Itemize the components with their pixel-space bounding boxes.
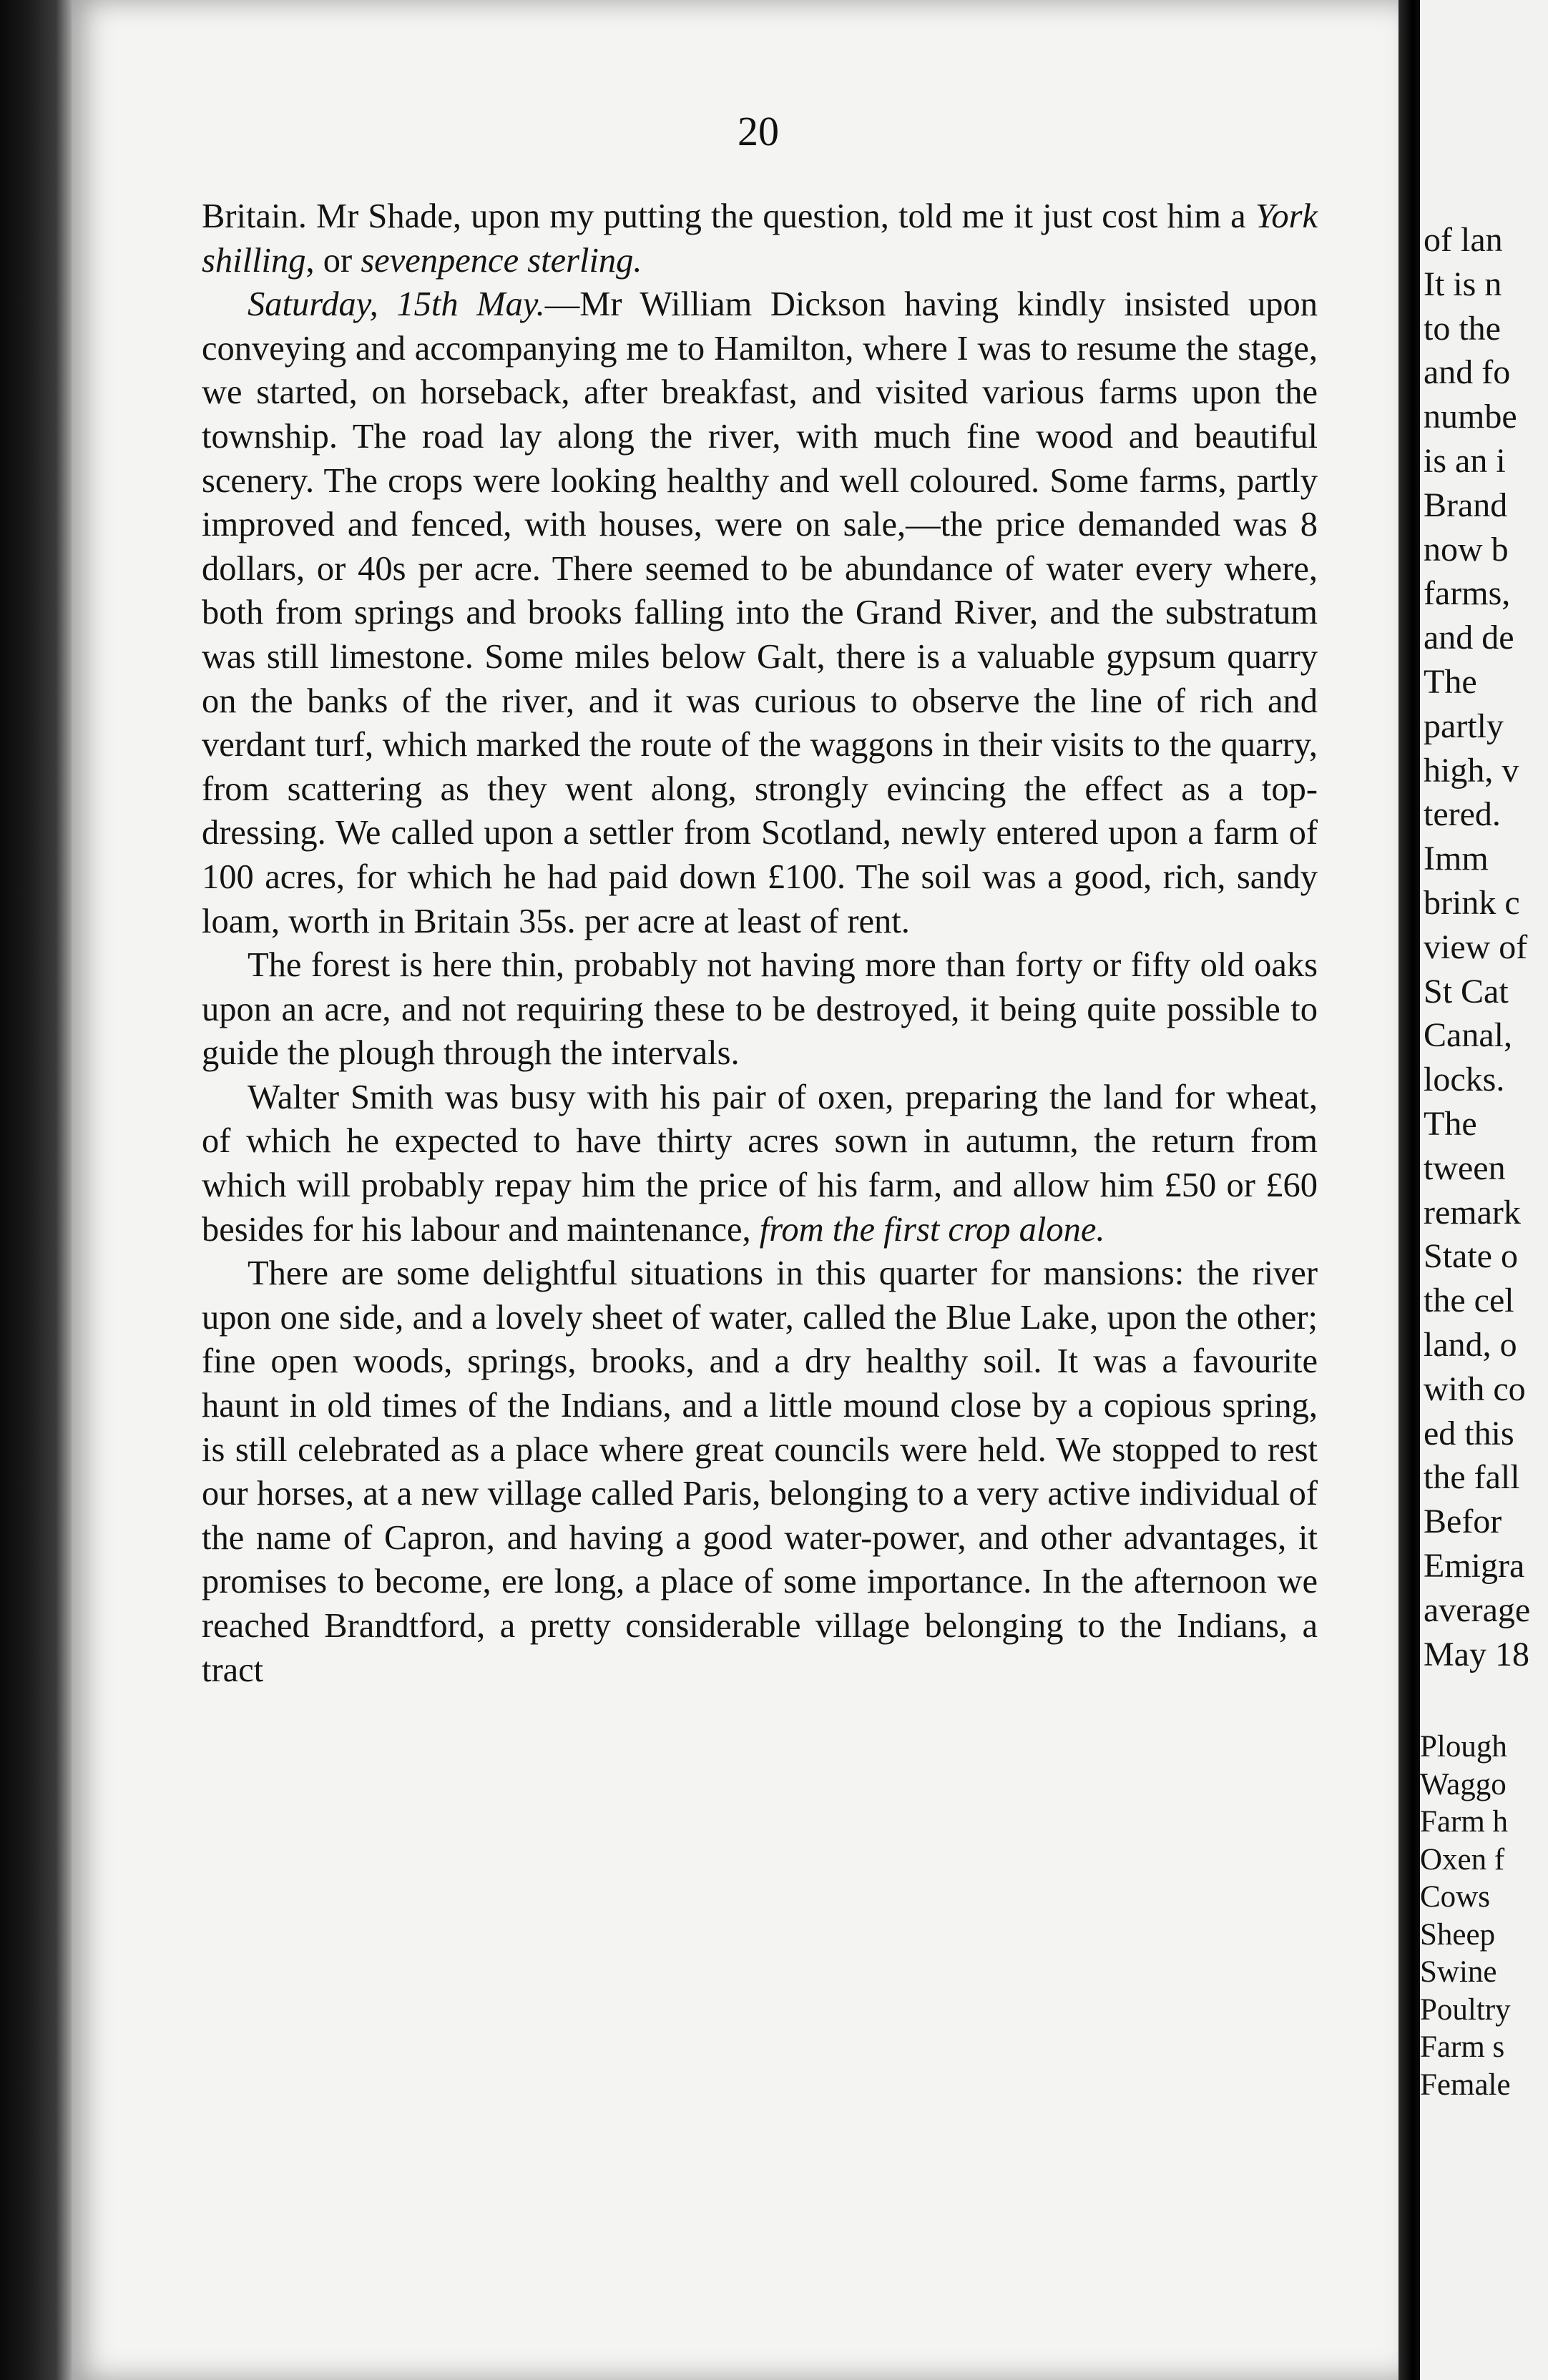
right-page-line: Brand [1424, 486, 1508, 524]
page-number: 20 [738, 108, 779, 154]
italic-text: York shilling [202, 197, 1318, 280]
right-page-line: It is n [1424, 265, 1502, 303]
italic-text: from the first crop alone. [759, 1210, 1105, 1249]
right-page-line: locks. [1424, 1061, 1505, 1099]
paragraph [202, 1252, 1318, 1692]
right-page-table-row: Sheep [1420, 1917, 1496, 1952]
right-page-line: land, o [1424, 1325, 1517, 1364]
right-page-line: State o [1424, 1237, 1518, 1276]
text-run: , or [305, 241, 361, 280]
right-page-table-row: Swine [1420, 1955, 1497, 1989]
right-page-line: the fall [1424, 1458, 1520, 1497]
text-run: Britain. Mr Shade, upon my putting the question, told me it just cost him a [202, 197, 1255, 235]
right-page-line: remark [1424, 1193, 1521, 1231]
paragraph [202, 1076, 1318, 1252]
italic-text: Saturday, 15th May. [248, 285, 545, 324]
right-page-line: view of [1424, 928, 1528, 966]
right-page-line: May 18 [1424, 1635, 1529, 1673]
right-page-line: brink c [1424, 883, 1520, 922]
right-page-line: ed this [1424, 1414, 1514, 1452]
right-page-line: The [1424, 1104, 1477, 1143]
right-page-line: and fo [1424, 353, 1511, 392]
text-run: —Mr William Dickson having kindly insisted upon conveying and accompanying me to Hamilton, where I was to resume the stage, we started, on horseback, after breakfast, and visited various farms upon the township. The road lay along the river, with much fine wood and beautiful scenery. The crops were looking healthy and well coloured. Some farms, partly improved and fenced, with houses, were on sale,—the price demanded was 8 dollars, or 40s per acre. There seemed to be abundance of water every where, both from springs and brooks falling into the Grand River, and the substratum was still limestone. Some miles below Galt, there is a valuable gypsum quarry on the banks of the river, and it was curious to observe the line of rich and verdant turf, which marked the route of the waggons in their visits to the quarry, from scattering as they went along, strongly evincing the effect as a top-dressing. We called upon a settler from Scotland, newly entered upon a farm of 100 acres, for which he had paid down £100. The soil was a good, rich, sandy loam, worth in Britain 35s. per acre at least of rent. [202, 285, 1318, 940]
right-page-line: tered. [1424, 795, 1501, 834]
right-page-table-row: Farm h [1420, 1805, 1509, 1839]
text-run: Walter Smith was busy with his pair of oxen, preparing the land for wheat, of which he expected to have thirty acres sown in autumn, the return from which will probably repay him the price of his farm, and allow him £50 or £60 besides for his labour and maintenance, [202, 1078, 1318, 1249]
paragraph [202, 943, 1318, 1076]
paragraph [202, 282, 1318, 943]
text-run: The forest is here thin, probably not having more than forty or fifty old oaks upon an acre, and not requiring these to be destroyed, it being quite possible to guide the plough through the intervals. [202, 946, 1318, 1073]
paragraph [202, 195, 1318, 282]
right-page-line: Emigra [1424, 1546, 1525, 1585]
right-page-line: to the [1424, 309, 1501, 348]
right-page-line: partly [1424, 707, 1504, 745]
right-page-line: high, v [1424, 751, 1519, 790]
right-page-line: St Cat [1424, 972, 1509, 1010]
right-page-line: average [1424, 1590, 1531, 1629]
main-text-body [202, 195, 1318, 1692]
right-page-table-row: Farm s [1420, 2030, 1505, 2064]
right-page-line: The [1424, 662, 1477, 701]
right-page-table-row: Female [1420, 2067, 1511, 2102]
right-page-table-row: Poultry [1420, 1992, 1511, 2027]
right-page-table-row: Cows [1420, 1880, 1490, 1914]
text-run: There are some delightful situations in this quarter for mansions: the river upon one side, and a lovely sheet of water, called the Blue Lake, upon the other; fine open woods, springs, brooks, and a dry healthy soil. It was a favourite haunt in old times of the Indians, and a little mound close by a copious spring, is still celebrated as a place where great councils were held. We stopped to rest our horses, at a new village called Paris, belonging to a very active individual of the name of Capron, and having a good water-power, and other advantages, it promises to become, ere long, a place of some importance. In the afternoon we reached Brandtford, a pretty considerable village belonging to the Indians, a tract [202, 1254, 1318, 1689]
italic-text: sevenpence sterling. [361, 241, 642, 280]
right-page-line: is an i [1424, 441, 1506, 480]
right-page-line: and de [1424, 619, 1514, 657]
right-page-line: Canal, [1424, 1016, 1512, 1055]
right-page-line: tween [1424, 1149, 1506, 1187]
right-page-line: farms, [1424, 574, 1511, 613]
right-page-text [1424, 218, 1530, 1676]
right-page-line: the cel [1424, 1282, 1514, 1320]
right-page-line: Befor [1424, 1503, 1502, 1541]
right-page-table-row: Oxen f [1420, 1842, 1505, 1877]
right-page-line: numbe [1424, 398, 1517, 436]
right-page-line: now b [1424, 530, 1509, 569]
right-page-line: of lan [1424, 221, 1503, 259]
right-page-line: with co [1424, 1370, 1526, 1408]
right-page-table-row: Waggo [1420, 1767, 1507, 1801]
right-page-line: Imm [1424, 840, 1489, 878]
right-page-table-row: Plough [1420, 1730, 1507, 1764]
right-page-table [1420, 1729, 1511, 2104]
